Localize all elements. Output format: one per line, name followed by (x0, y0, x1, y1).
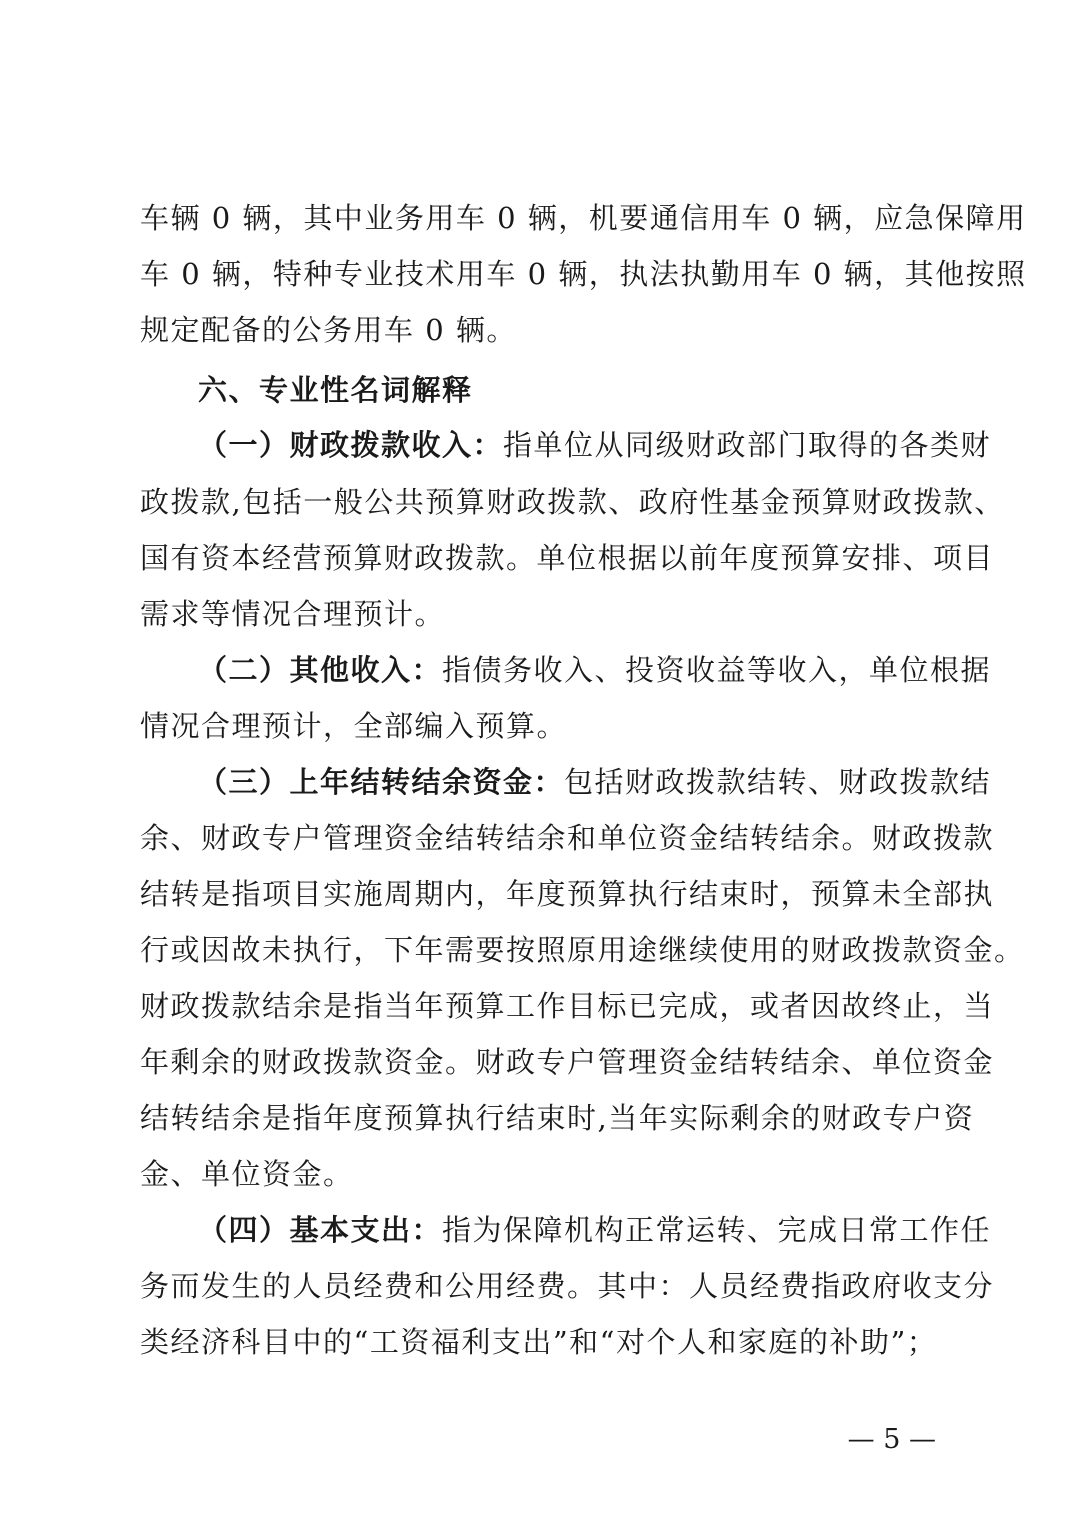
item-text: 指债务收入、投资收益等收入，单位根据 (442, 653, 992, 687)
paragraph-line: 结转结余是指年度预算执行结束时,当年实际剩余的财政专户资 (140, 1101, 975, 1135)
page-number: — 5 — (847, 1424, 936, 1455)
paragraph-line: 需求等情况合理预计。 (140, 597, 446, 631)
paragraph-line: 行或因故未执行，下年需要按照原用途继续使用的财政拨款资金。 (140, 933, 1025, 967)
paragraph-line: 年剩余的财政拨款资金。财政专户管理资金结转结余、单位资金 (140, 1045, 995, 1079)
item-term: （二）其他收入： (198, 653, 443, 687)
item-first-line (198, 1210, 992, 1250)
item-term: （一）财政拨款收入： (198, 428, 504, 462)
item-first-line (198, 425, 992, 465)
paragraph-line: 类经济科目中的“工资福利支出”和“对个人和家庭的补助”； (140, 1325, 938, 1359)
paragraph-line: 务而发生的人员经费和公用经费。其中：人员经费指政府收支分 (140, 1269, 995, 1303)
paragraph-line: 财政拨款结余是指当年预算工作目标已完成，或者因故终止，当 (140, 989, 995, 1023)
item-term: （三）上年结转结余资金： (198, 765, 565, 799)
paragraph-line: 情况合理预计，全部编入预算。 (140, 709, 568, 743)
item-text: 包括财政拨款结转、财政拨款结 (564, 765, 992, 799)
item-text: 指为保障机构正常运转、完成日常工作任 (442, 1213, 992, 1247)
paragraph-line: 结转是指项目实施周期内，年度预算执行结束时，预算未全部执 (140, 877, 995, 911)
paragraph-line: 政拨款,包括一般公共预算财政拨款、政府性基金预算财政拨款、 (140, 485, 1005, 519)
item-text: 指单位从同级财政部门取得的各类财 (503, 428, 992, 462)
paragraph-line: 金、单位资金。 (140, 1157, 354, 1191)
item-first-line (198, 650, 992, 690)
paragraph-line: 规定配备的公务用车 0 辆。 (140, 313, 517, 347)
item-first-line (198, 762, 992, 802)
paragraph-line: 车辆 0 辆，其中业务用车 0 辆，机要通信用车 0 辆，应急保障用 (140, 201, 1027, 235)
section-heading: 六、专业性名词解释 (198, 373, 473, 407)
paragraph-line: 车 0 辆，特种专业技术用车 0 辆，执法执勤用车 0 辆，其他按照 (140, 257, 1027, 291)
paragraph-line: 国有资本经营预算财政拨款。单位根据以前年度预算安排、项目 (140, 541, 995, 575)
paragraph-line: 余、财政专户管理资金结转结余和单位资金结转结余。财政拨款 (140, 821, 995, 855)
item-term: （四）基本支出： (198, 1213, 443, 1247)
